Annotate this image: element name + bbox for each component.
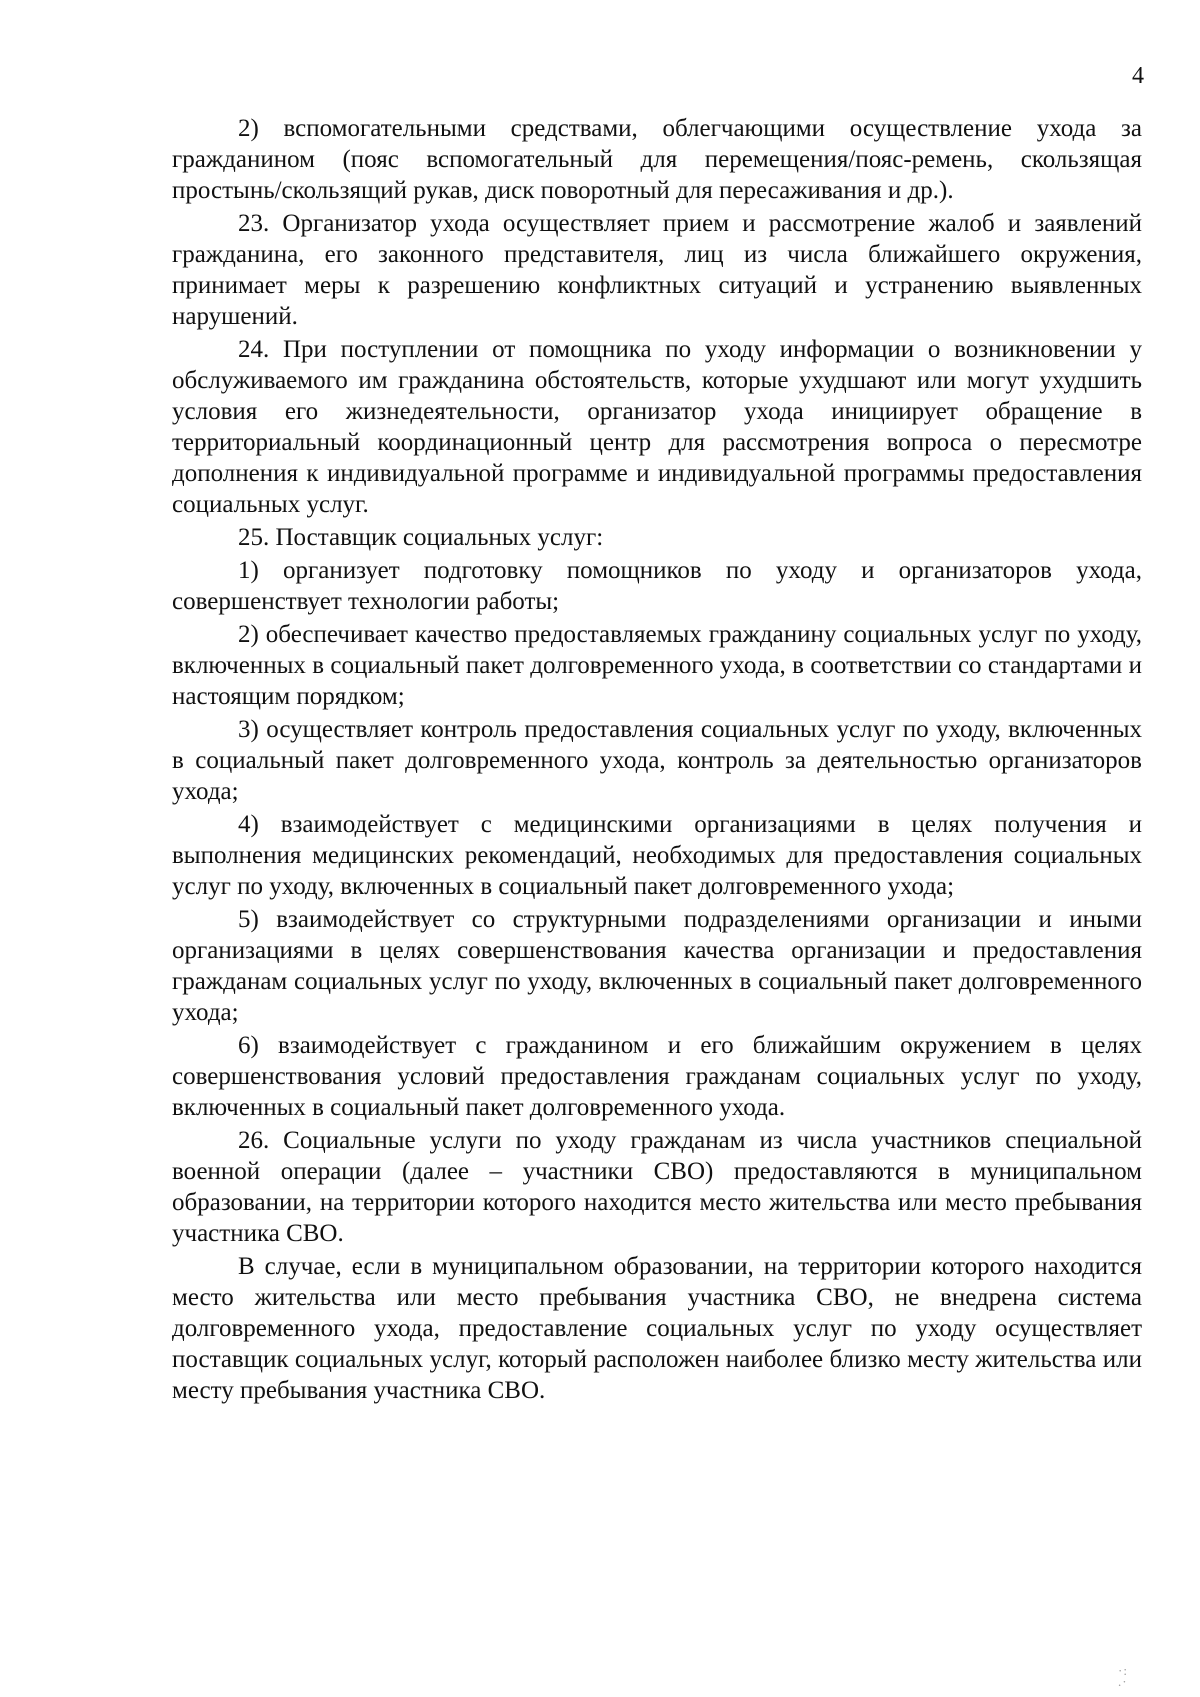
paragraph-25-item-2: 2) обеспечивает качество предоставляемых гражданину социальных услуг по уходу, включенных в социальный пакет долговременного ухода, в соответствии со стандартами и настоящим порядком; [172, 621, 1142, 710]
paragraph-25-item-6: 6) взаимодействует с гражданином и его ближайшим окружением в целях совершенствования условий предоставления гражданам социальных услуг по уходу, включенных в социальный пакет долговременного ухода. [172, 1032, 1142, 1121]
paragraph-26: 26. Социальные услуги по уходу гражданам из числа участников специальной военной операции (далее – участники СВО) предоставляются в муниципальном образовании, на территории которого находится место жительства или место пребывания участника СВО. [172, 1127, 1142, 1247]
paragraph-25-heading: 25. Поставщик социальных услуг: [238, 524, 604, 551]
paragraph-item-2-aids: 2) вспомогательными средствами, облегчающими осуществление ухода за гражданином (пояс вспомогательный для перемещения/пояс-ремень, скользящая простынь/скользящий рукав, диск поворотный для пересаживания и др.). [172, 115, 1142, 204]
paragraph-23: 23. Организатор ухода осуществляет прием и рассмотрение жалоб и заявлений гражданина, его законного представителя, лиц из числа ближайшего окружения, принимает меры к разрешению конфликтных ситуаций и устранению выявленных нарушений. [172, 210, 1142, 330]
page-number: 4 [1132, 63, 1144, 89]
paragraph-24: 24. При поступлении от помощника по уходу информации о возникновении у обслуживаемого им гражданина обстоятельств, которые ухудшают или могут ухудшить условия его жизнедеятельности, организатор ухода инициирует обращение в территориальный координационный центр для рассмотрения вопроса о пересмотре дополнения к индивидуальной программе и индивидуальной программы предоставления социальных услуг. [172, 336, 1142, 518]
document-body [172, 113, 1142, 1406]
paragraph-25-item-1: 1) организует подготовку помощников по уходу и организаторов ухода, совершенствует технологии работы; [172, 557, 1142, 615]
paragraph-25-item-3: 3) осуществляет контроль предоставления социальных услуг по уходу, включенных в социальный пакет долговременного ухода, контроль за деятельностью организаторов ухода; [172, 716, 1142, 805]
paragraph-26-continuation: В случае, если в муниципальном образовании, на территории которого находится место жительства или место пребывания участника СВО, не внедрена система долговременного ухода, предоставление социальных услуг по уходу осуществляет поставщик социальных услуг, который расположен наиболее близко месту жительства или месту пребывания участника СВО. [172, 1253, 1142, 1404]
scan-artifact-mark: ·: .· [1118, 1663, 1128, 1689]
paragraph-25-item-5: 5) взаимодействует со структурными подразделениями организации и иными организациями в целях совершенствования качества организации и предоставления гражданам социальных услуг по уходу, включенных в социальный пакет долговременного ухода; [172, 906, 1142, 1026]
paragraph-25-item-4: 4) взаимодействует с медицинскими организациями в целях получения и выполнения медицинских рекомендаций, необходимых для предоставления социальных услуг по уходу, включенных в социальный пакет долговременного ухода; [172, 811, 1142, 900]
